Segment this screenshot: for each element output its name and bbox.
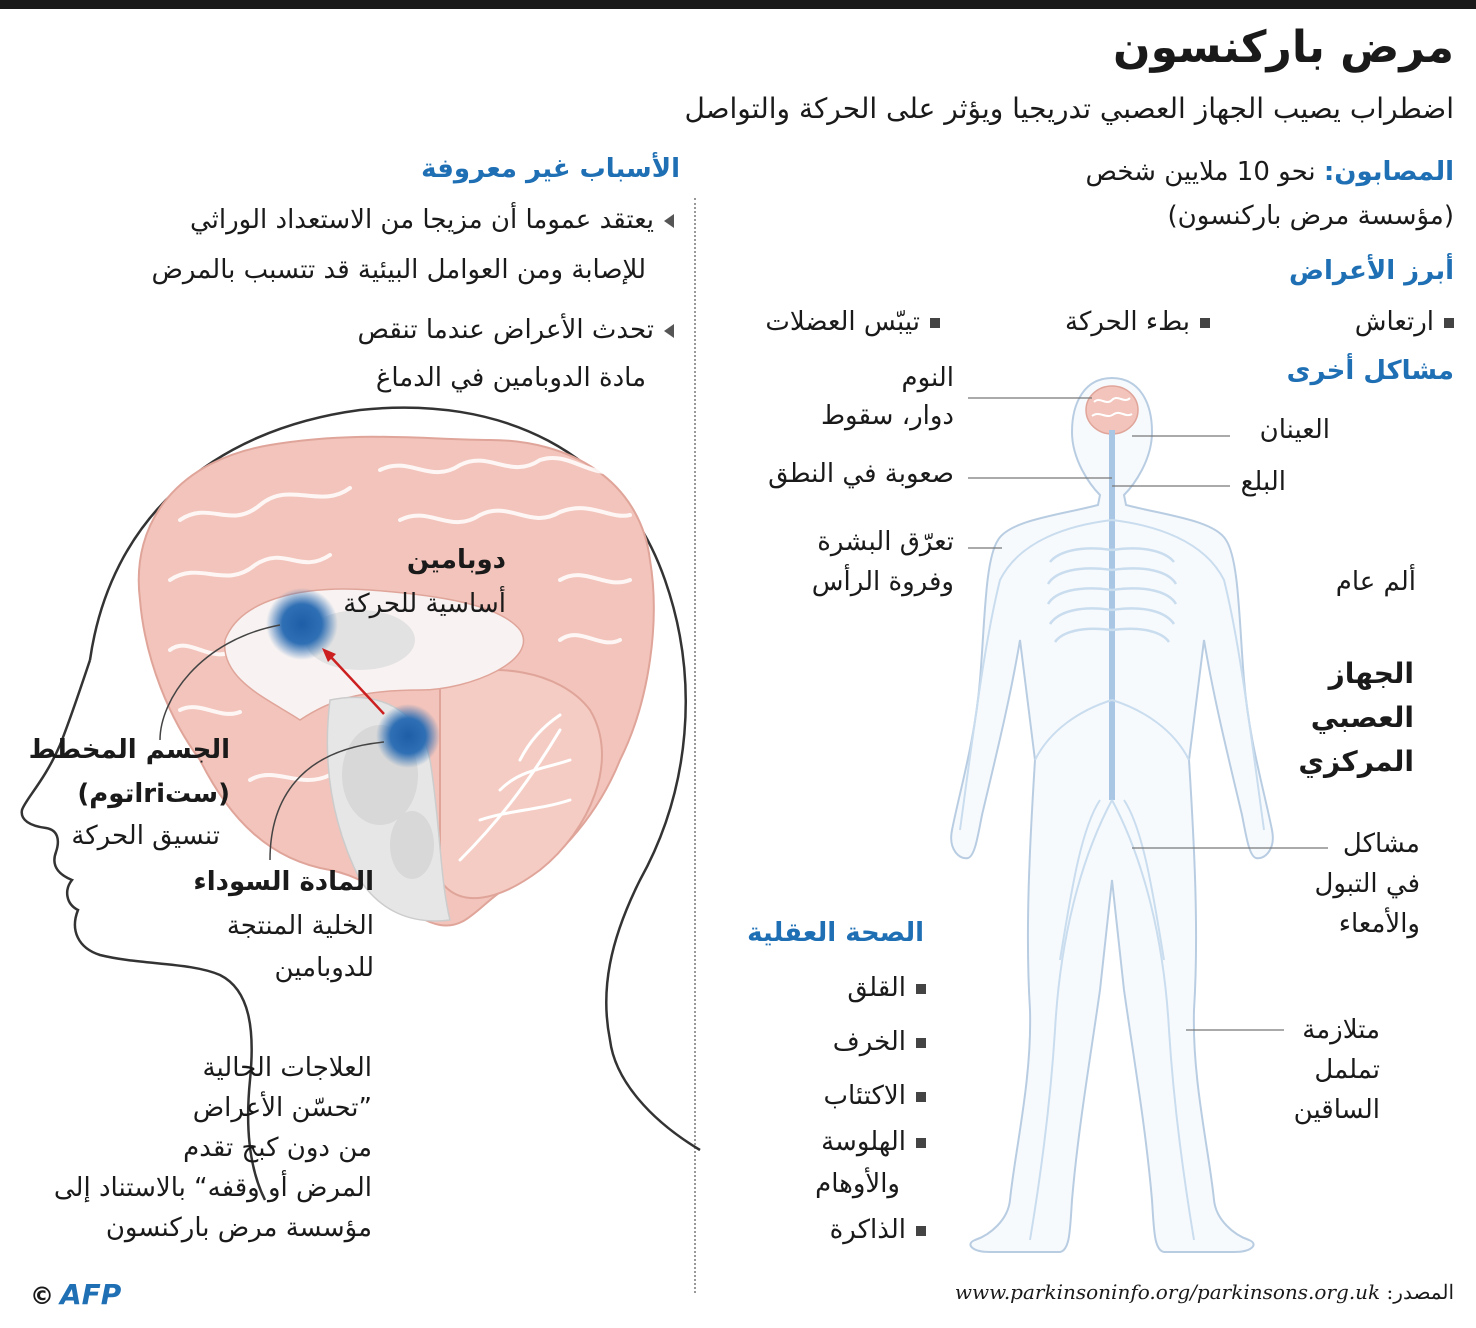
label-pain: ألم عام [1335, 567, 1416, 597]
mental-item-depression: الاكتئاب [823, 1076, 926, 1116]
affected-label: المصابون: [1323, 157, 1454, 187]
cause-bullet-2-line-2: مادة الدوبامين في الدماغ [375, 363, 646, 393]
label-dopamine-desc: أساسية للحركة [343, 589, 506, 619]
source-credit [955, 1280, 1454, 1304]
mental-health-title: الصحة العقلية [747, 918, 924, 948]
treatment-line-3: من دون كبح تقدم [183, 1133, 372, 1163]
mental-item-memory: الذاكرة [830, 1210, 926, 1250]
label-cns [1298, 652, 1414, 784]
bullet-square-icon [916, 1092, 926, 1102]
label-skin-line-1: تعرّق البشرة [817, 527, 954, 557]
bullet-square-icon [916, 984, 926, 994]
page-title: مرض باركنسون [1113, 22, 1454, 73]
symptom-item-rigidity: تيبّس العضلات [765, 302, 940, 342]
affected-source: (مؤسسة مرض باركنسون) [1167, 201, 1454, 231]
afp-logo: AFP [60, 1278, 122, 1311]
label-striatum-title: الجسم المخطط [28, 735, 230, 765]
page-subtitle: اضطراب يصيب الجهاز العصبي تدريجيا ويؤثر على الحركة والتواصل [684, 92, 1454, 125]
label-striatum-sub: (ستriاتوم) [77, 779, 230, 809]
mental-item-delusions: والأوهام [815, 1169, 900, 1199]
label-striatum-desc: تنسيق الحركة [71, 821, 220, 851]
label-swallowing: البلع [1240, 467, 1286, 497]
substantia-nigra-dot [376, 704, 440, 768]
symptom-item-tremor: ارتعاش [1355, 302, 1454, 342]
label-eyes: العينان [1259, 415, 1330, 445]
cns-line-3: المركزي [1298, 745, 1414, 778]
striatum-dot [266, 588, 338, 660]
treatment-line-1: العلاجات الحالية [202, 1053, 372, 1083]
cns-line-1: الجهاز [1328, 657, 1414, 690]
label-skin-line-2: وفروة الرأس [811, 567, 954, 597]
label-dizziness: دوار، سقوط [821, 401, 954, 431]
body-illustration [951, 378, 1328, 1252]
copyright-icon: © [30, 1282, 54, 1310]
label-sleep: النوم [901, 363, 954, 393]
mental-item-hallucinations: الهلوسة [821, 1122, 926, 1162]
bullet-square-icon [916, 1138, 926, 1148]
treatment-note [54, 1048, 372, 1248]
label-bladder: مشاكل في التبول والأمعاء [1314, 829, 1420, 939]
symptom-item-slowness: بطء الحركة [1065, 302, 1210, 342]
bullet-square-icon [916, 1226, 926, 1236]
cause-bullet-1-line-2: للإصابة ومن العوامل البيئية قد تتسبب بالمرض [151, 255, 646, 285]
other-problems-title: مشاكل أخرى [1286, 356, 1454, 386]
affected-value: نحو 10 ملايين شخص [1085, 157, 1316, 187]
label-substantia-desc-2: للدوبامين [274, 953, 374, 983]
label-restless-legs: متلازمة تململ الساقين [1293, 1015, 1380, 1125]
causes-title: الأسباب غير معروفة [421, 154, 680, 184]
cns-line-2: العصبي [1310, 701, 1414, 734]
cause-bullet-2-line-1: تحدث الأعراض عندما تنقص [358, 310, 674, 350]
label-speech: صعوبة في النطق [768, 459, 954, 489]
cause-bullet-1-line-1: يعتقد عموما أن مزيجا من الاستعداد الوراثي [190, 200, 674, 240]
agency-credit [30, 1278, 121, 1311]
mental-item-anxiety: القلق [847, 968, 926, 1008]
treatment-line-2: ”تحسّن الأعراض [192, 1093, 372, 1123]
mental-item-dementia: الخرف [833, 1022, 926, 1062]
symptoms-title: أبرز الأعراض [1289, 256, 1454, 286]
label-substantia-desc-1: الخلية المنتجة [226, 911, 374, 941]
label-dopamine-title: دوبامين [406, 545, 506, 575]
treatment-line-5: مؤسسة مرض باركنسون [105, 1213, 372, 1243]
bullet-square-icon [916, 1038, 926, 1048]
label-substantia-title: المادة السوداء [193, 867, 374, 897]
source-label: المصدر: [1386, 1280, 1454, 1304]
source-url: www.parkinsoninfo.org/parkinsons.org.uk [954, 1280, 1381, 1304]
treatment-line-4: المرض أو وقفه“ بالاستناد إلى [53, 1173, 372, 1203]
